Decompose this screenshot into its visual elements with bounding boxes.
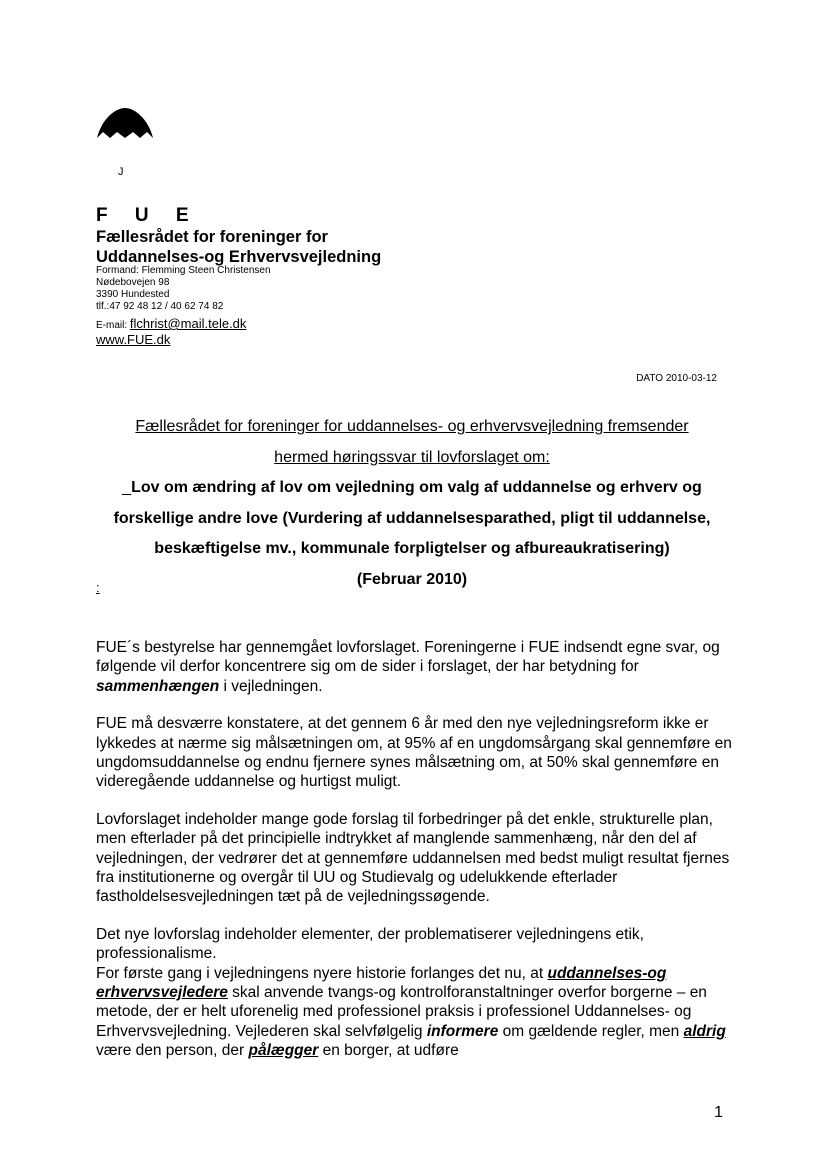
p5-emphasis-1: uddannelses-og erhvervs bbox=[96, 964, 667, 1001]
heading-line3 bbox=[92, 473, 732, 504]
p5-text-d: være den person, der bbox=[96, 1041, 249, 1059]
heading-line5: beskæftigelse mv., kommunale forpligtelser og afbureaukratisering) bbox=[154, 540, 670, 557]
p5-emphasis-3: informere bbox=[426, 1022, 499, 1040]
page-number: 1 bbox=[714, 1104, 723, 1121]
contact-block bbox=[96, 265, 271, 313]
heading-line3-prefix: _ bbox=[122, 479, 132, 496]
org-name-line2: Uddannelses-og Erhvervsvejledning bbox=[96, 248, 382, 266]
p5-emphasis-4: aldrig bbox=[683, 1022, 726, 1040]
p5-text-e: en borger, at udføre bbox=[318, 1041, 459, 1059]
paragraph-3: Lovforslaget indeholder mange gode forslag til forbedringer på det enkle, strukturelle plan, men efterlader på det principielle indtrykket af manglende sammenhæng, når den del af vejledningen, der vedrører det at gennemføre uddannelsen med bedst muligt resultat fjernes fra institutionerne og overgår til UU og Studievalg og udelukkende efterlader fastholdelsesvejledningen tæt på de vejledningssøgende. bbox=[96, 811, 730, 906]
heading-line2: hermed høringssvar til lovforslaget om: bbox=[274, 448, 550, 466]
org-acronym: F U E bbox=[96, 205, 189, 226]
paragraph-5 bbox=[96, 964, 736, 1060]
p1-emphasis: sammenhængen bbox=[96, 677, 220, 695]
paragraph-4: Det nye lovforslag indeholder elementer, der problematiserer vejledningens etik, professionalisme. bbox=[96, 926, 644, 963]
phone-line: tlf.:47 92 48 12 / 40 62 74 82 bbox=[96, 301, 224, 312]
formand-line: Formand: Flemming Steen Christensen bbox=[96, 265, 271, 276]
logo-mark: J bbox=[118, 166, 124, 178]
p5-emphasis-2: vejledere bbox=[160, 983, 228, 1001]
p5-text-b: skal anvende tvangs-og kontrolforanstaltninger overfor borgerne – en metode, der er helt uforenelig med professionel praksis i professionel Uddannelses- og Erhvervsvejledning. Vejlederen skal selvfølgelig bbox=[96, 983, 707, 1040]
p1-text-a: FUE´s bestyrelse har gennemgået lovforslaget. Foreningerne i FUE indsendt egne svar, og følgende vil derfor koncentrere sig om de sider i forslaget, der har betydning for bbox=[96, 639, 720, 676]
paragraph-2: FUE må desværre konstatere, at det gennem 6 år med den nye vejledningsreform ikke er lykkedes at nærme sig målsætningen om, at 95% af en ungdomsårgang skal gennemføre en ungdomsuddannelse og endnu fjernere synes målsætning om, at 50% skal gennemføre en videregående uddannelse og hurtigst muligt. bbox=[96, 715, 732, 791]
heading-line1: Fællesrådet for foreninger for uddannelses- og erhvervsvejledning fremsender bbox=[135, 418, 689, 435]
email-link[interactable]: flchrist@mail.tele.dk bbox=[129, 316, 247, 331]
org-name-line1: Fællesrådet for foreninger for bbox=[96, 228, 328, 246]
email-label: E-mail: bbox=[96, 320, 130, 331]
p5-text-c: om gældende regler, men bbox=[498, 1022, 684, 1040]
colon-mark: : bbox=[96, 580, 100, 595]
p1-text-b: i vejledningen. bbox=[219, 677, 323, 695]
document-heading bbox=[92, 412, 732, 595]
p5-emphasis-5: pålægger bbox=[248, 1041, 319, 1059]
p5-text-a: For første gang i vejledningens nyere historie forlanges det nu, at bbox=[96, 964, 548, 982]
city-line: 3390 Hundested bbox=[96, 289, 170, 300]
address-line: Nødebovejen 98 bbox=[96, 277, 170, 288]
heading-line6: (Februar 2010) bbox=[356, 570, 468, 588]
org-name bbox=[96, 227, 381, 267]
umbrella-logo-icon bbox=[96, 104, 154, 140]
email-line bbox=[96, 316, 246, 331]
body-text bbox=[96, 638, 736, 1079]
website-link[interactable]: www.FUE.dk bbox=[96, 332, 171, 347]
heading-line3-text: Lov om ændring af lov om vejledning om valg af uddannelse og erhverv og bbox=[131, 479, 702, 496]
heading-line4: forskellige andre love (Vurdering af uddannelsesparathed, pligt til uddannelse, bbox=[113, 509, 711, 527]
paragraph-1 bbox=[96, 638, 736, 696]
date-line: DATO 2010-03-12 bbox=[636, 373, 717, 384]
